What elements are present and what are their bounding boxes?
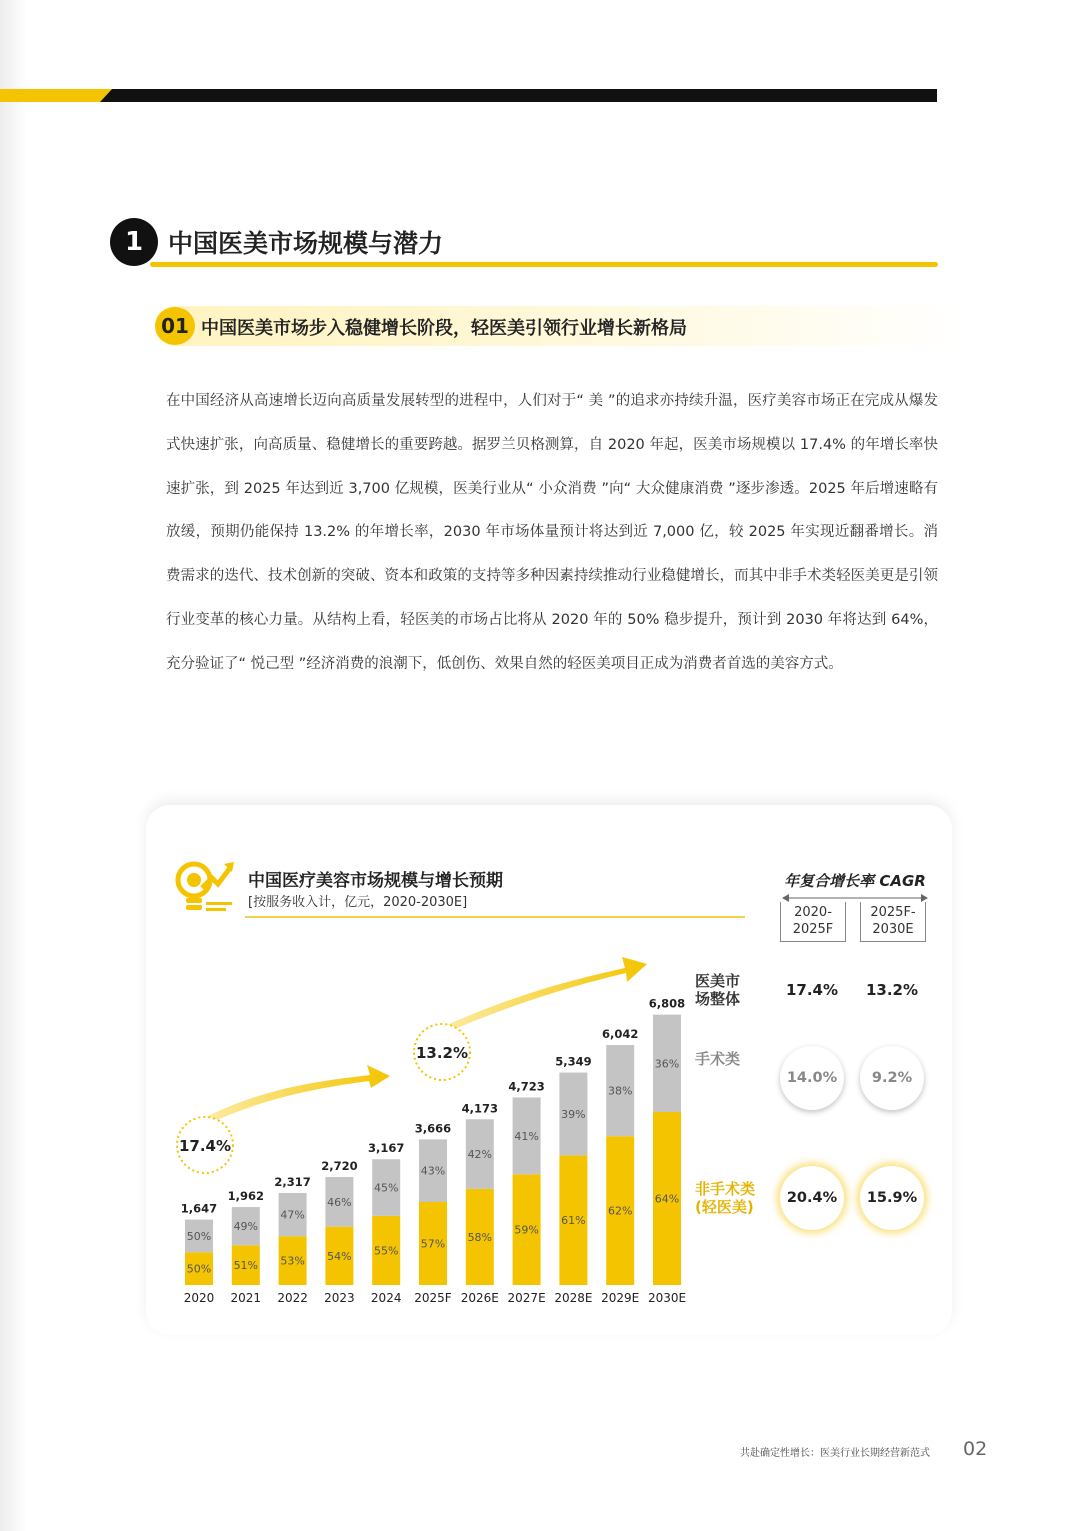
chart-title-rule — [245, 916, 745, 918]
label-surgical-2023: 46% — [327, 1195, 352, 1209]
x-tick-2021: 2021 — [230, 1291, 262, 1305]
subsection-title: 中国医美市场步入稳健增长阶段，轻医美引领行业增长新格局 — [201, 318, 687, 339]
growth-badge-1 — [177, 1117, 233, 1173]
cagr-total-2020-2025: 17.4% — [785, 981, 839, 999]
total-label-2030E: 6,808 — [648, 996, 686, 1011]
section-header — [110, 218, 938, 270]
growth-badge-1-label: 17.4% — [178, 1137, 232, 1155]
label-surgical-2029E: 38% — [607, 1084, 633, 1098]
cagr-row-label-non-surgical: 非手术类 (轻医美) — [695, 1180, 756, 1216]
cagr-title: 年复合增长率 CAGR — [784, 872, 926, 890]
label-non-surgical-2024: 55% — [373, 1244, 399, 1258]
label-surgical-2020: 50% — [186, 1229, 212, 1243]
label-non-surgical-2021: 51% — [233, 1259, 259, 1273]
x-tick-2022: 2022 — [277, 1291, 308, 1305]
cagr-row-label-surgical: 手术类 — [695, 1050, 741, 1068]
label-surgical-2030E: 36% — [654, 1057, 680, 1071]
total-label-2020: 1,647 — [180, 1201, 218, 1216]
label-surgical-2026E: 42% — [467, 1148, 493, 1162]
label-non-surgical-2022: 53% — [280, 1254, 305, 1268]
growth-badge-2-label: 13.2% — [415, 1044, 469, 1062]
cagr-surgical-2025-2030: 9.2% — [860, 1046, 924, 1110]
section-title: 中国医美市场规模与潜力 — [168, 229, 444, 258]
x-tick-2029E: 2029E — [601, 1291, 640, 1305]
chart-title: 中国医疗美容市场规模与增长预期 — [248, 871, 503, 891]
body-paragraph: 在中国经济从高速增长迈向高质量发展转型的进程中，人们对于“ 美 ”的追求亦持续升温，医疗美容市场正在完成从爆发式快速扩张，向高质量、稳健增长的重要跨越。据罗兰贝格测算，自 2020 年起，医美市场规模以 17.4% 的年增长率快速扩张，到 2025 年达到近 3,700 亿规模，医美行业从“ 小众消费 ”向“ 大众健康消费 ”逐步渗透。2025 年后增速略有放缓，预期仍能保持 13.2% 的年增长率，2030 年市场体量预计将达到近 7,000 亿，较 2025 年实现近翻番增长。消费需求的迭代、技术创新的突破、资本和政策的支持等多种因素持续推动行业稳健增长，而其中非手术类轻医美更是引领行业变革的核心力量。从结构上看，轻医美的市场占比将从 2020 年的 50% 稳步提升，预计到 2030 年将达到 64%，充分验证了“ 悦己型 ”经济消费的浪潮下，低创伤、效果自然的轻医美项目正成为消费者首选的美容方式。 — [166, 393, 938, 672]
growth-chart-icon — [172, 858, 236, 918]
label-surgical-2021: 49% — [233, 1220, 259, 1234]
label-surgical-2024: 45% — [373, 1181, 399, 1195]
cagr-period-2: 2025F- 2030E — [860, 902, 926, 942]
cagr-surgical-2020-2025: 14.0% — [780, 1046, 844, 1110]
cagr-total-2025-2030: 13.2% — [865, 981, 919, 999]
page-number: 02 — [963, 1438, 988, 1460]
cagr-non-surgical-2020-2025: 20.4% — [780, 1166, 844, 1230]
x-tick-2028E: 2028E — [554, 1291, 593, 1305]
section-underline — [150, 262, 938, 267]
section-number: 1 — [110, 218, 158, 266]
label-non-surgical-2028E: 61% — [561, 1214, 586, 1228]
x-tick-2026E: 2026E — [460, 1291, 499, 1305]
label-surgical-2025F: 43% — [420, 1164, 446, 1178]
total-label-2023: 2,720 — [321, 1158, 358, 1173]
cagr-period-1: 2020- 2025F — [780, 902, 846, 942]
growth-badge-2 — [414, 1024, 470, 1080]
total-label-2026E: 4,173 — [461, 1101, 498, 1116]
label-non-surgical-2027E: 59% — [514, 1223, 539, 1237]
total-label-2022: 2,317 — [274, 1174, 311, 1189]
label-non-surgical-2025F: 57% — [420, 1237, 446, 1251]
x-tick-2030E: 2030E — [647, 1291, 687, 1305]
top-decor-bar — [0, 89, 937, 102]
label-non-surgical-2030E: 64% — [654, 1192, 680, 1206]
total-label-2024: 3,167 — [368, 1141, 405, 1156]
total-label-2025F: 3,666 — [414, 1121, 452, 1136]
bar-chart — [160, 940, 705, 1310]
total-label-2029E: 6,042 — [602, 1027, 639, 1042]
label-non-surgical-2029E: 62% — [607, 1204, 633, 1218]
label-surgical-2027E: 41% — [514, 1129, 539, 1143]
x-tick-2027E: 2027E — [507, 1291, 546, 1305]
label-surgical-2028E: 39% — [561, 1107, 586, 1121]
x-tick-2024: 2024 — [370, 1291, 402, 1305]
cagr-non-surgical-2025-2030: 15.9% — [860, 1166, 924, 1230]
subsection-header — [155, 306, 965, 346]
x-tick-2020: 2020 — [183, 1291, 215, 1305]
footer-report-title: 共赴确定性增长：医美行业长期经营新范式 — [740, 1448, 930, 1459]
label-non-surgical-2023: 54% — [327, 1249, 352, 1263]
label-non-surgical-2026E: 58% — [467, 1230, 493, 1244]
total-label-2021: 1,962 — [227, 1189, 264, 1204]
x-tick-2025F: 2025F — [414, 1291, 452, 1305]
total-label-2027E: 4,723 — [508, 1079, 545, 1094]
subsection-number: 01 — [155, 307, 195, 345]
cagr-row-label-total: 医美市 场整体 — [695, 972, 741, 1008]
x-tick-2023: 2023 — [324, 1291, 355, 1305]
page-edge-shade — [0, 0, 28, 1531]
label-non-surgical-2020: 50% — [186, 1262, 212, 1276]
total-label-2028E: 5,349 — [555, 1054, 592, 1069]
label-surgical-2022: 47% — [280, 1208, 305, 1222]
chart-subtitle: [按服务收入计，亿元，2020-2030E] — [248, 895, 468, 910]
